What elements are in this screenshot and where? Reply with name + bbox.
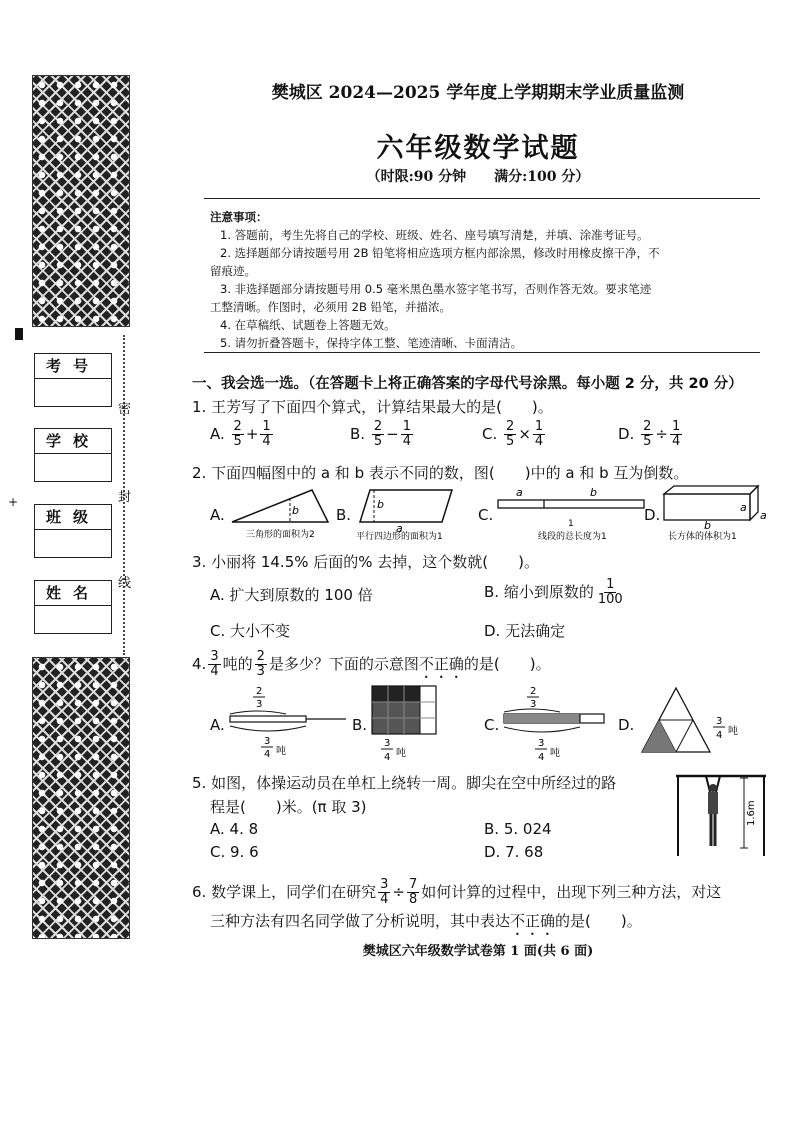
q4-option-d-letter[interactable]: D.	[618, 716, 635, 734]
q4-option-a-letter[interactable]: A.	[210, 716, 225, 734]
var-a: a	[740, 501, 747, 514]
exam-number-box[interactable]	[34, 353, 112, 407]
svg-text:吨: 吨	[550, 748, 560, 759]
fraction: $\frac{1}{100}$	[597, 577, 623, 607]
svg-text:吨: 吨	[396, 748, 406, 759]
svg-text:4: 4	[538, 752, 545, 763]
class-label: 班级	[35, 505, 111, 530]
fraction: $\frac{2}{5}$	[506, 419, 515, 449]
seg-total: 1	[568, 519, 574, 529]
question-1-stem: 1. 王芳写了下面四个算式，计算结果最大的是( )。	[192, 398, 553, 416]
q5-option-a[interactable]: A. 4. 8	[210, 820, 259, 838]
q4-option-c-letter[interactable]: C.	[484, 716, 500, 734]
fraction: $\frac{1}{4}$	[262, 419, 271, 449]
question-6-stem-line-2: 三种方法有四名同学做了分析说明，其中表达不正确的是( )。	[210, 912, 642, 930]
registration-tick: +	[8, 495, 19, 509]
q1-option-b[interactable]: B. $\frac{2}{5}$ − $\frac{1}{4}$	[350, 419, 411, 449]
seal-char-xian: 线	[118, 576, 132, 591]
svg-text:3: 3	[384, 738, 391, 749]
svg-text:吨: 吨	[276, 746, 286, 757]
q5-option-b[interactable]: B. 5. 024	[484, 820, 552, 838]
question-4-stem: 4. $\frac{3}{4}$ 吨的 $\frac{2}{3}$ 是多少？下面的示意图不正确的是( )。	[192, 649, 551, 679]
svg-text:3: 3	[538, 738, 545, 749]
q3-option-b[interactable]: B. 缩小到原数的 $\frac{1}{100}$	[484, 577, 623, 607]
seal-char-mi: 密	[118, 402, 132, 417]
q2-figure-cuboid	[662, 484, 772, 544]
fraction: $\frac{7}{8}$	[408, 877, 418, 907]
q2-figure-triangle	[230, 488, 330, 544]
q4-figure-b	[370, 684, 450, 770]
q1-option-d[interactable]: D. $\frac{2}{5}$ ÷ $\frac{1}{4}$	[618, 419, 681, 449]
divider-notes	[204, 352, 760, 353]
q2-option-d-letter[interactable]: D.	[644, 506, 661, 524]
fraction: $\frac{2}{3}$	[256, 649, 265, 679]
q5-option-c[interactable]: C. 9. 6	[210, 843, 259, 861]
svg-text:3: 3	[264, 736, 271, 747]
svg-text:3: 3	[256, 699, 263, 710]
q4-figure-c	[502, 684, 612, 770]
note-line: 5. 请勿折叠答题卡，保持字体工整、笔迹清晰、卡面清洁。	[220, 336, 523, 350]
svg-text:1.6m: 1.6m	[746, 800, 757, 826]
q3-option-c[interactable]: C. 大小不变	[210, 622, 291, 640]
page-footer: 樊城区六年级数学试卷第 1 面(共 6 面)	[362, 944, 594, 959]
svg-text:4: 4	[384, 752, 391, 763]
q4-figure-d	[640, 686, 760, 766]
name-box[interactable]	[34, 580, 112, 634]
svg-text:4: 4	[264, 749, 271, 760]
fraction: $\frac{2}{5}$	[233, 419, 242, 449]
q1-option-a[interactable]: A. $\frac{2}{5}$ + $\frac{1}{4}$	[210, 419, 271, 449]
exam-number-label: 考号	[35, 354, 111, 379]
notes	[210, 208, 760, 352]
fraction: $\frac{1}{4}$	[402, 419, 411, 449]
var-b: b	[704, 519, 711, 532]
q1-option-c[interactable]: C. $\frac{2}{5}$ × $\frac{1}{4}$	[482, 419, 544, 449]
svg-text:2: 2	[530, 686, 537, 697]
caption-segment: 线段的总长度为1	[538, 532, 607, 542]
var-b: b	[292, 504, 299, 517]
caption-triangle: 三角形的面积为2	[246, 530, 315, 540]
var-a: a	[760, 509, 767, 522]
note-line: 4. 在草稿纸、试题卷上答题无效。	[220, 318, 396, 332]
note-line: 3. 非选择题部分请按题号用 0.5 毫米黑色墨水签字笔书写，否则作答无效。要求笔迹	[220, 282, 652, 296]
decorative-pattern-top	[32, 75, 130, 327]
school-box[interactable]	[34, 428, 112, 482]
registration-mark	[15, 328, 23, 340]
section-title: 一、我会选一选。（在答题卡上将正确答案的字母代号涂黑。每小题 2 分，共 20 分）	[192, 376, 743, 392]
exam-time-score: （时限:90 分钟 满分:100 分）	[366, 169, 590, 185]
notes-title: 注意事项：	[210, 210, 268, 224]
question-3-stem: 3. 小丽将 14.5% 后面的% 去掉，这个数就( )。	[192, 553, 539, 571]
name-label: 姓名	[35, 581, 111, 606]
decorative-pattern-bottom	[32, 657, 130, 939]
svg-text:4: 4	[716, 730, 723, 741]
fraction: $\frac{2}{5}$	[643, 419, 652, 449]
q2-option-a-letter[interactable]: A.	[210, 506, 225, 524]
q4-figure-a	[228, 684, 348, 768]
question-2-stem: 2. 下面四幅图中的 a 和 b 表示不同的数，图( )中的 a 和 b 互为倒数。	[192, 464, 689, 482]
q3-option-a[interactable]: A. 扩大到原数的 100 倍	[210, 586, 373, 604]
page-title: 六年级数学试题	[376, 133, 580, 164]
svg-text:3: 3	[530, 699, 537, 710]
fraction: $\frac{3}{4}$	[380, 877, 389, 907]
question-5-stem-line-2: 程是( )米。(π 取 3)	[210, 798, 367, 816]
note-line: 留痕迹。	[210, 264, 256, 278]
q2-figure-segment	[496, 486, 646, 544]
divider-top	[204, 198, 760, 199]
svg-text:2: 2	[256, 686, 263, 697]
var-b: b	[377, 498, 384, 511]
fraction: $\frac{1}{4}$	[671, 419, 681, 449]
class-box[interactable]	[34, 504, 112, 558]
q4-option-b-letter[interactable]: B.	[352, 716, 368, 734]
q3-option-d[interactable]: D. 无法确定	[484, 622, 566, 640]
note-line: 2. 选择题部分请按题号用 2B 铅笔将相应选项方框内部涂黑，修改时用橡皮擦干净，不	[220, 246, 660, 260]
fraction: $\frac{2}{5}$	[373, 419, 383, 449]
q5-option-d[interactable]: D. 7. 68	[484, 843, 544, 861]
caption-parallelogram: 平行四边形的面积为1	[356, 532, 443, 542]
seal-char-feng: 封	[118, 490, 132, 505]
var-a: a	[396, 522, 403, 535]
fraction: $\frac{1}{4}$	[534, 419, 544, 449]
svg-text:3: 3	[716, 716, 723, 727]
note-line: 1. 答题前，考生先将自己的学校、班级、姓名、座号填写清楚，并填、涂准考证号。	[220, 228, 649, 242]
note-line: 工整清晰。作图时，必须用 2B 铅笔，并描浓。	[210, 300, 452, 314]
exam-header: 樊城区 2024—2025 学年度上学期期末学业质量监测	[271, 83, 685, 103]
q5-figure-gymnast	[674, 770, 768, 864]
q2-option-c-letter[interactable]: C.	[478, 506, 494, 524]
fraction: $\frac{3}{4}$	[210, 649, 219, 679]
var-b: b	[590, 486, 597, 499]
question-6-stem-line-1: 6. 数学课上，同学们在研究 $\frac{3}{4}$ ÷ $\frac{7}{8}$ 如何计算的过程中，出现下列三种方法，对这	[192, 877, 722, 907]
caption-cuboid: 长方体的体积为1	[668, 532, 737, 542]
school-label: 学校	[35, 429, 111, 454]
var-a: a	[516, 486, 523, 499]
q2-figure-parallelogram	[356, 488, 461, 544]
q2-option-b-letter[interactable]: B.	[336, 506, 352, 524]
svg-text:吨: 吨	[728, 726, 738, 737]
question-5-stem-line-1: 5. 如图，体操运动员在单杠上绕转一周。脚尖在空中所经过的路	[192, 774, 617, 792]
